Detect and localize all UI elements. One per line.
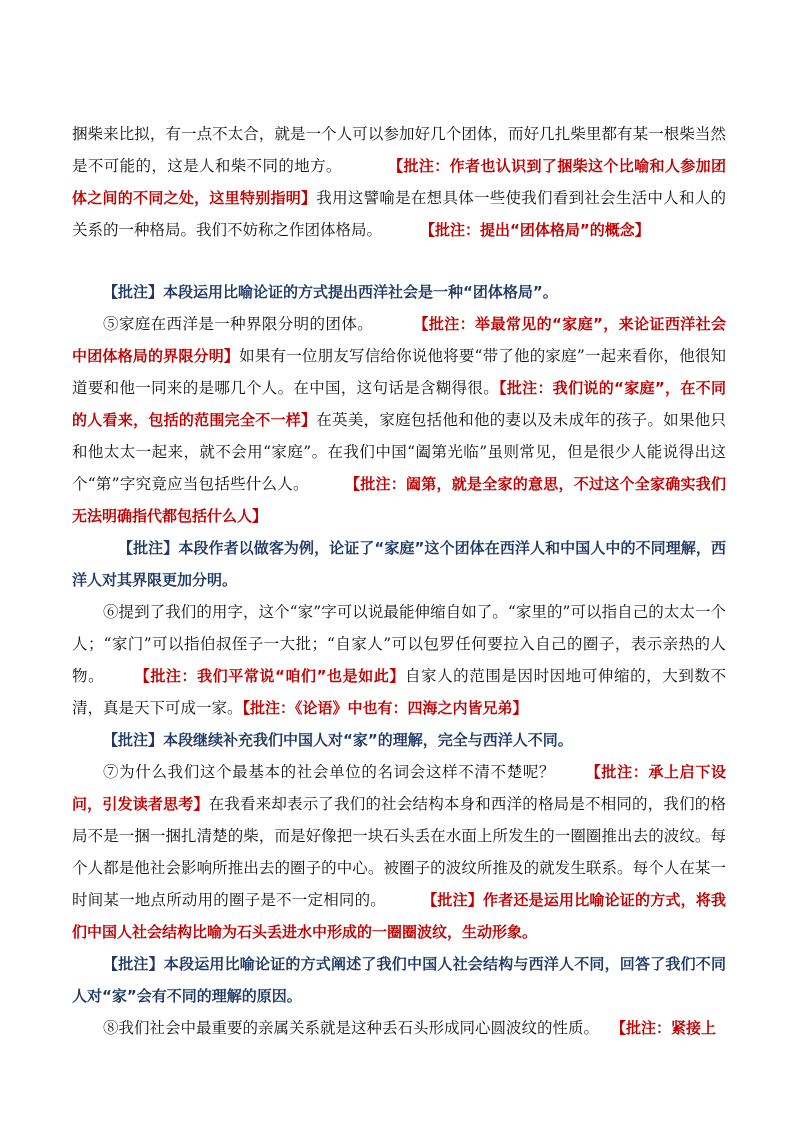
annotation: 【批注：举最常见的“家庭”，来论证西洋社会中团体格局的界限分明】 <box>72 315 726 365</box>
paragraph-5 <box>72 308 726 532</box>
annotation: 【批注：提出“团体格局”的概念】 <box>420 221 650 239</box>
annotation: 【批注：《论语》中也有：四海之内皆兄弟】 <box>242 699 528 717</box>
body-text: 我用这譬喻是在想具体一些使我们看到社会生活中人和人的关系的一种格局。我们不妨称之作团体格局。 <box>72 189 726 239</box>
annotation: 【批注：紧接上 <box>611 1019 717 1037</box>
annotation: 【批注：承上启下设问，引发读者思考】 <box>72 763 726 813</box>
body-text: ⑧我们社会中最重要的亲属关系就是这种丢石头形成同心圆波纹的性质。 <box>103 1019 600 1037</box>
annotation: 【批注：阖第，就是全家的意思，不过这个全家确实我们无法明确指代都包括什么人】 <box>72 475 726 525</box>
body-text: 如果有一位朋友写信给你说他将要“带了他的家庭”一起来看你，他很知道要和他一同来的是哪几个人。在中国，这句话是含糊得很。 <box>72 347 726 397</box>
summary-text: 【批注】本段作者以做客为例，论证了“家庭”这个团体在西洋人和中国人中的不同理解，西洋人对其界限更加分明。 <box>72 539 726 589</box>
body-text: 捆柴来比拟，有一点不太合，就是一个人可以参加好几个团体，而好几扎柴里都有某一根柴当然是不可能的，这是人和柴不同的地方。 <box>72 125 726 175</box>
body-text: 在英美，家庭包括他和他的妻以及未成年的孩子。如果他只和他太太一起来，就不会用“家庭”。在我们中国“阖第光临”虽则常见，但是很少人能说得出这个“第”字究竟应当包括些什么人。 <box>72 411 726 493</box>
annotation: 【批注：作者也认识到了捆柴这个比喻和人参加团体之间的不同之处，这里特别指明】 <box>72 157 726 207</box>
paragraph-8 <box>72 1012 726 1044</box>
body-text: 自家人的范围是因时因地可伸缩的，大到数不清，真是天下可成一家。 <box>72 667 726 717</box>
summary-text: 【批注】本段运用比喻论证的方式阐述了我们中国人社会结构与西洋人不同，回答了我们不同人对“家”会有不同的理解的原因。 <box>72 955 726 1005</box>
summary-annotation <box>72 532 726 596</box>
annotation: 【批注：我们说的“家庭”，在不同的人看来，包括的范围完全不一样】 <box>72 379 726 429</box>
annotation: 【批注】作者还是运用比喻论证的方式，将我们中国人社会结构比喻为石头丢进水中形成的一圈圈波纹，生动形象。 <box>72 891 726 941</box>
paragraph-4-continued <box>72 118 726 246</box>
summary-text: 【批注】本段运用比喻论证的方式提出西洋社会是一种“团体格局”。 <box>103 283 558 301</box>
paragraph-7 <box>72 756 726 948</box>
document-page <box>72 118 726 1044</box>
annotation: 【批注：我们平常说“咱们”也是如此】 <box>134 667 405 685</box>
summary-annotation <box>72 948 726 1012</box>
paragraph-6 <box>72 596 726 724</box>
summary-annotation <box>72 276 726 308</box>
summary-text: 【批注】本段继续补充我们中国人对“家”的理解，完全与西洋人不同。 <box>103 731 573 749</box>
body-text: ⑤家庭在西洋是一种界限分明的团体。 <box>103 315 374 333</box>
body-text: ⑥提到了我们的用字，这个“家”字可以说最能伸缩自如了。“家里的”可以指自己的太太一个人；“家门”可以指伯叔侄子一大批；“自家人”可以包罗任何要拉入自己的圈子，表示亲热的人物。 <box>72 603 726 685</box>
body-text: 在我看来却表示了我们的社会结构本身和西洋的格局是不相同的，我们的格局不是一捆一捆扎清楚的柴，而是好像把一块石头丢在水面上所发生的一圈圈推出去的波纹。每个人都是他社会影响所推出去的圈子的中心。被圈子的波纹所推及的就发生联系。每个人在某一时间某一地点所动用的圈子是不一定相同的。 <box>72 795 726 909</box>
body-text: ⑦为什么我们这个最基本的社会单位的名词会这样不清不楚呢？ <box>103 763 556 781</box>
paragraph-gap <box>72 246 726 276</box>
summary-annotation <box>72 724 726 756</box>
